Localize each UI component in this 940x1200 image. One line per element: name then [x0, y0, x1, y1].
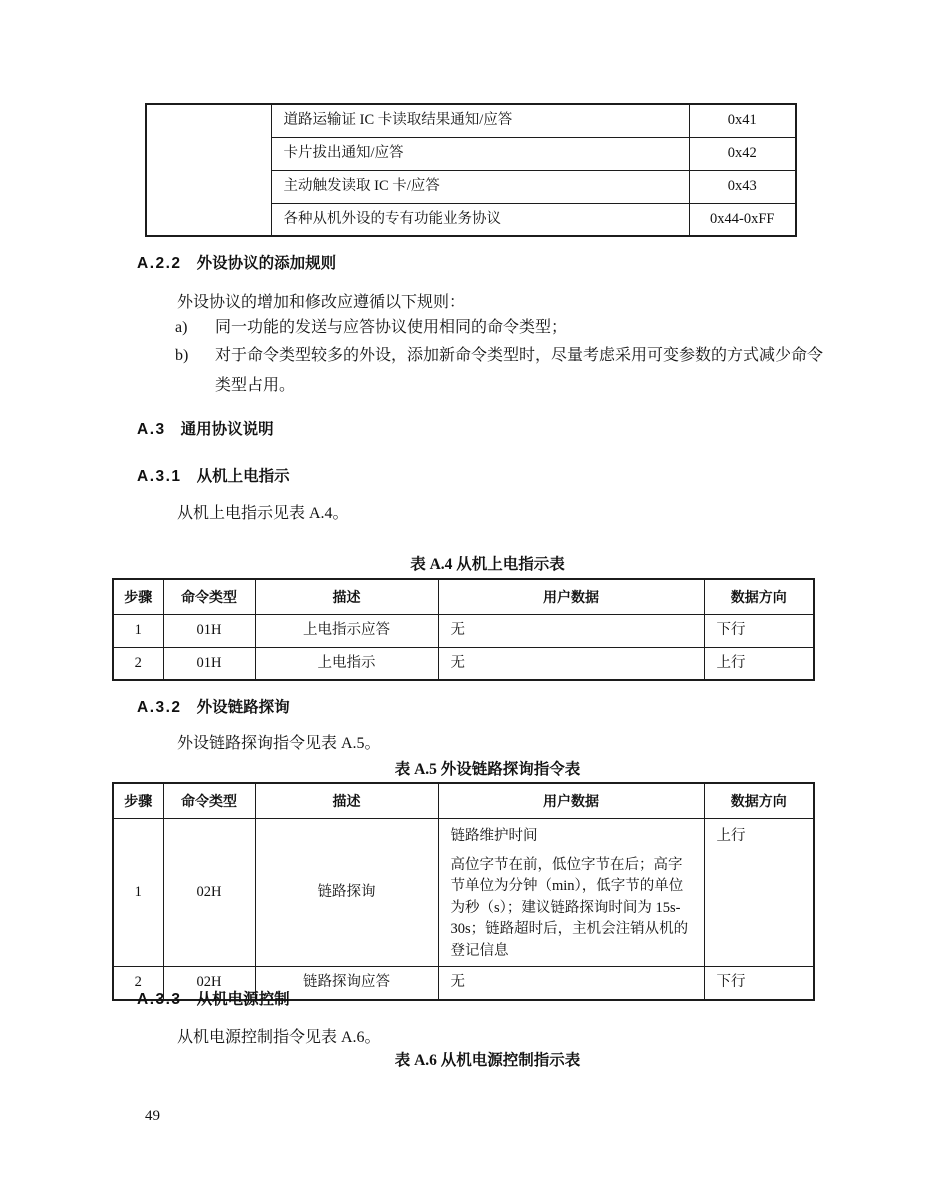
cell-desc: 上电指示 — [255, 647, 438, 680]
table-row — [113, 647, 814, 680]
column-header-desc: 描述 — [255, 579, 438, 614]
cell-userdata: 无 — [438, 967, 704, 1000]
table-header-row — [113, 783, 814, 818]
list-item-a — [175, 313, 823, 343]
cell-step: 1 — [113, 818, 163, 967]
section-heading-a3 — [137, 417, 274, 439]
table-caption-a6: 表 A.6 从机电源控制指示表 — [394, 1052, 581, 1069]
table-a4-power-on-indication — [112, 578, 815, 681]
list-item-b — [175, 341, 823, 401]
table-caption-a5: 表 A.5 外设链路探询指令表 — [394, 761, 581, 778]
cell-userdata: 无 — [438, 647, 704, 680]
cell-direction: 上行 — [704, 818, 814, 967]
section-heading-a31 — [137, 464, 290, 486]
section-heading-a33 — [137, 987, 290, 1009]
cell-cmd: 02H — [163, 818, 255, 967]
paragraph-a32-intro: 外设链路探询指令见表 A.5。 — [177, 735, 381, 752]
section-heading-a22 — [137, 251, 336, 273]
section-title: 从机电源控制 — [196, 991, 290, 1008]
column-header-direction: 数据方向 — [704, 783, 814, 818]
table-a5-link-polling — [112, 782, 815, 1001]
cell-cmd: 01H — [163, 647, 255, 680]
table-row — [146, 104, 796, 137]
section-number: A.3 — [137, 421, 166, 438]
cell-direction: 下行 — [704, 614, 814, 647]
table-cell-desc: 主动触发读取 IC 卡/应答 — [271, 170, 689, 203]
list-marker: a) — [175, 319, 188, 336]
column-header-userdata: 用户数据 — [438, 579, 704, 614]
cell-step: 1 — [113, 614, 163, 647]
section-number: A.3.1 — [137, 468, 182, 485]
list-marker: b) — [175, 347, 189, 364]
column-header-userdata: 用户数据 — [438, 783, 704, 818]
section-title: 从机上电指示 — [196, 468, 290, 485]
cell-desc: 上电指示应答 — [255, 614, 438, 647]
table-cell-code: 0x41 — [689, 104, 796, 137]
paragraph-a31-intro: 从机上电指示见表 A.4。 — [177, 505, 349, 522]
table-cell-desc: 卡片拔出通知/应答 — [271, 137, 689, 170]
paragraph-a33-intro: 从机电源控制指令见表 A.6。 — [177, 1029, 381, 1046]
userdata-detail: 高位字节在前，低位字节在后；高字节单位为分钟（min），低字节的单位为秒（s）；建议链路探询时间为 15s-30s；链路超时后，主机会注销从机的登记信息 — [450, 856, 689, 959]
table-row — [113, 614, 814, 647]
table-row — [113, 818, 814, 967]
cell-cmd: 01H — [163, 614, 255, 647]
cell-desc: 链路探询应答 — [255, 967, 438, 1000]
section-number: A.2.2 — [137, 255, 182, 272]
table-caption-a4: 表 A.4 从机上电指示表 — [410, 556, 565, 573]
section-title: 通用协议说明 — [180, 421, 274, 438]
table-cell-code: 0x44-0xFF — [689, 203, 796, 236]
section-title: 外设协议的添加规则 — [196, 255, 337, 272]
cell-step: 2 — [113, 647, 163, 680]
cell-cmd: 02H — [163, 967, 255, 1000]
page-number: 49 — [145, 1108, 160, 1124]
column-header-direction: 数据方向 — [704, 579, 814, 614]
section-heading-a32 — [137, 695, 290, 717]
table-cell-desc: 各种从机外设的专有功能业务协议 — [271, 203, 689, 236]
column-header-desc: 描述 — [255, 783, 438, 818]
cell-step: 2 — [113, 967, 163, 1000]
command-type-continuation-table — [145, 103, 797, 237]
list-text: 对于命令类型较多的外设，添加新命令类型时，尽量考虑采用可变参数的方式减少命令类型占用。 — [215, 347, 824, 394]
column-header-step: 步骤 — [113, 579, 163, 614]
column-header-cmd: 命令类型 — [163, 783, 255, 818]
column-header-cmd: 命令类型 — [163, 579, 255, 614]
table-cell-empty-group — [146, 104, 271, 236]
cell-desc: 链路探询 — [255, 818, 438, 967]
paragraph-a22-intro: 外设协议的增加和修改应遵循以下规则： — [177, 294, 466, 311]
table-cell-desc: 道路运输证 IC 卡读取结果通知/应答 — [271, 104, 689, 137]
table-cell-code: 0x42 — [689, 137, 796, 170]
list-text: 同一功能的发送与应答协议使用相同的命令类型； — [215, 319, 568, 336]
userdata-title: 链路维护时间 — [450, 827, 538, 844]
section-title: 外设链路探询 — [196, 699, 290, 716]
column-header-step: 步骤 — [113, 783, 163, 818]
cell-userdata: 无 — [438, 614, 704, 647]
section-number: A.3.2 — [137, 699, 182, 716]
cell-direction: 下行 — [704, 967, 814, 1000]
table-header-row — [113, 579, 814, 614]
table-cell-code: 0x43 — [689, 170, 796, 203]
section-number: A.3.3 — [137, 991, 182, 1008]
cell-direction: 上行 — [704, 647, 814, 680]
cell-userdata — [438, 818, 704, 967]
